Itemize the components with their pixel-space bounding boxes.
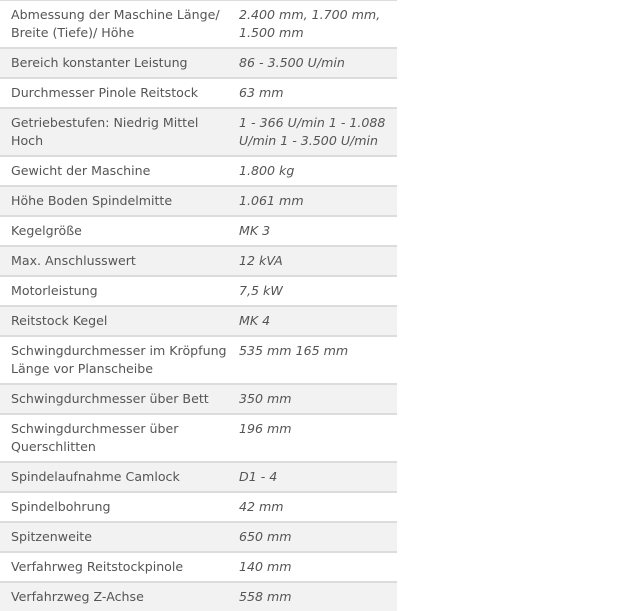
- spec-value: D1 - 4: [233, 463, 397, 491]
- spec-value: 1.800 kg: [233, 157, 397, 185]
- table-row: [0, 493, 397, 521]
- spec-label: Gewicht der Maschine: [0, 157, 233, 185]
- spec-label: Verfahrzweg Z-Achse: [0, 583, 233, 611]
- table-row: [0, 49, 397, 77]
- table-row: [0, 307, 397, 335]
- spec-value: 7,5 kW: [233, 277, 397, 305]
- spec-label: Getriebestufen: Niedrig Mittel Hoch: [0, 109, 233, 155]
- spec-label: Spindelbohrung: [0, 493, 233, 521]
- table-row: [0, 247, 397, 275]
- spec-value: 196 mm: [233, 415, 397, 461]
- table-row: [0, 109, 397, 155]
- spec-value: 2.400 mm, 1.700 mm, 1.500 mm: [233, 1, 397, 47]
- spec-value: 558 mm: [233, 583, 397, 611]
- table-row: [0, 415, 397, 461]
- spec-label: Reitstock Kegel: [0, 307, 233, 335]
- spec-label: Abmessung der Maschine Länge/ Breite (Tiefe)/ Höhe: [0, 1, 233, 47]
- spec-value: 1.061 mm: [233, 187, 397, 215]
- table-row: [0, 583, 397, 611]
- spec-label: Schwingdurchmesser über Bett: [0, 385, 233, 413]
- spec-label: Verfahrweg Reitstockpinole: [0, 553, 233, 581]
- spec-label: Durchmesser Pinole Reitstock: [0, 79, 233, 107]
- spec-value: 63 mm: [233, 79, 397, 107]
- spec-value: 1 - 366 U/min 1 - 1.088 U/min 1 - 3.500 U/min: [233, 109, 397, 155]
- spec-value: 535 mm 165 mm: [233, 337, 397, 383]
- spec-value: MK 3: [233, 217, 397, 245]
- table-row: [0, 523, 397, 551]
- spec-value: 86 - 3.500 U/min: [233, 49, 397, 77]
- spec-label: Höhe Boden Spindelmitte: [0, 187, 233, 215]
- spec-value: 650 mm: [233, 523, 397, 551]
- table-row: [0, 157, 397, 185]
- table-row: [0, 553, 397, 581]
- table-row: [0, 1, 397, 47]
- spec-value: 140 mm: [233, 553, 397, 581]
- spec-value: MK 4: [233, 307, 397, 335]
- spec-label: Spindelaufnahme Camlock: [0, 463, 233, 491]
- spec-label: Schwingdurchmesser im Kröpfung Länge vor Planscheibe: [0, 337, 233, 383]
- table-row: [0, 79, 397, 107]
- spec-label: Bereich konstanter Leistung: [0, 49, 233, 77]
- table-row: [0, 337, 397, 383]
- spec-label: Motorleistung: [0, 277, 233, 305]
- table-row: [0, 277, 397, 305]
- table-row: [0, 217, 397, 245]
- spec-value: 42 mm: [233, 493, 397, 521]
- spec-value: 12 kVA: [233, 247, 397, 275]
- spec-label: Spitzenweite: [0, 523, 233, 551]
- table-row: [0, 463, 397, 491]
- spec-label: Max. Anschlusswert: [0, 247, 233, 275]
- spec-value: 350 mm: [233, 385, 397, 413]
- spec-label: Kegelgröße: [0, 217, 233, 245]
- table-row: [0, 187, 397, 215]
- spec-label: Schwingdurchmesser über Querschlitten: [0, 415, 233, 461]
- table-row: [0, 385, 397, 413]
